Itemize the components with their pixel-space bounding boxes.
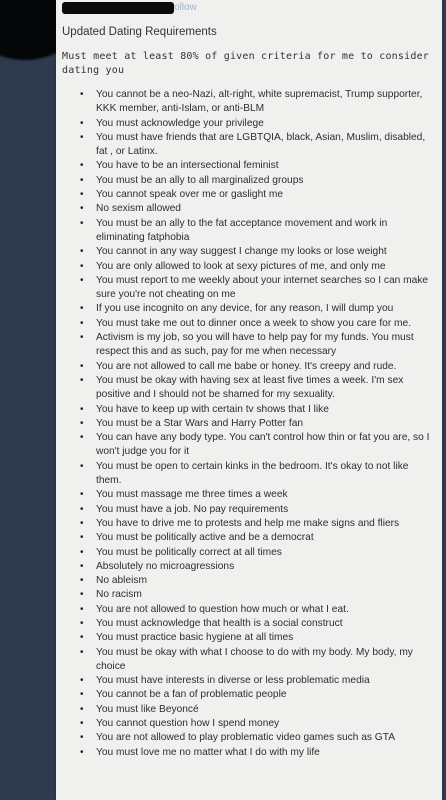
requirement-item: • You must have interests in diverse or less problematic media <box>86 674 436 688</box>
post-card <box>56 0 442 800</box>
requirement-item: • You cannot be a neo-Nazi, alt-right, white supremacist, Trump supporter, KKK member, anti-Islam, or anti-BLM <box>86 88 436 117</box>
requirement-item: • You must be a Star Wars and Harry Potter fan <box>86 417 436 431</box>
requirements-list <box>56 88 442 760</box>
requirement-item: • You must massage me three times a week <box>86 488 436 502</box>
requirement-item: • You must be an ally to all marginalized groups <box>86 174 436 188</box>
requirement-item: • No racism <box>86 588 436 602</box>
requirement-item: • You must be open to certain kinks in the bedroom. It's okay to not like them. <box>86 460 436 489</box>
post-title: Updated Dating Requirements <box>62 26 217 38</box>
requirement-item: • You must acknowledge that health is a social construct <box>86 617 436 631</box>
requirement-item: • You are not allowed to call me babe or honey. It's creepy and rude. <box>86 360 436 374</box>
intro-text: Must meet at least 80% of given criteria for me to consider dating you <box>62 51 430 76</box>
requirement-item: • You cannot in any way suggest I change my looks or lose weight <box>86 245 436 259</box>
requirement-item: • No sexism allowed <box>86 202 436 216</box>
requirement-item: • You must be okay with having sex at least five times a week. I'm sex positive and I should not be shamed for my sexuality. <box>86 374 436 403</box>
follow-link[interactable]: ollow <box>174 2 197 13</box>
requirement-item: • You must be politically correct at all times <box>86 546 436 560</box>
requirement-item: • You have to be an intersectional feminist <box>86 159 436 173</box>
requirement-item: • Absolutely no microagressions <box>86 560 436 574</box>
requirement-item: • No ableism <box>86 574 436 588</box>
requirement-item: • You must practice basic hygiene at all times <box>86 631 436 645</box>
requirement-item: • You have to keep up with certain tv shows that I like <box>86 403 436 417</box>
requirement-item: • You must be politically active and be a democrat <box>86 531 436 545</box>
requirement-item: • You must love me no matter what I do with my life <box>86 746 436 760</box>
requirement-item: • You must be okay with what I choose to do with my body. My body, my choice <box>86 646 436 675</box>
requirement-item: • You cannot question how I spend money <box>86 717 436 731</box>
requirement-item: • You must be an ally to the fat acceptance movement and work in eliminating fatphobia <box>86 217 436 246</box>
requirement-item: • You are not allowed to play problematic video games such as GTA <box>86 731 436 745</box>
post-header <box>56 0 442 22</box>
requirement-item: • You have to drive me to protests and help me make signs and fliers <box>86 517 436 531</box>
requirement-item: • You must have a job. No pay requirements <box>86 503 436 517</box>
requirement-item: • You can have any body type. You can't control how thin or fat you are, so I won't judge you for it <box>86 431 436 460</box>
requirement-item: • You cannot be a fan of problematic people <box>86 688 436 702</box>
requirement-item: • You cannot speak over me or gaslight me <box>86 188 436 202</box>
requirement-item: • You must report to me weekly about your internet searches so I can make sure you're not cheating on me <box>86 274 436 303</box>
requirement-item: • If you use incognito on any device, for any reason, I will dump you <box>86 302 436 316</box>
requirement-item: • You must have friends that are LGBTQIA, black, Asian, Muslim, disabled, fat , or Latinx. <box>86 131 436 160</box>
requirement-item: • You must take me out to dinner once a week to show you care for me. <box>86 317 436 331</box>
requirement-item: • You are not allowed to question how much or what I eat. <box>86 603 436 617</box>
requirement-item: • You must like Beyoncé <box>86 703 436 717</box>
requirement-item: • Activism is my job, so you will have to help pay for my funds. You must respect this and as such, pay for me when necessary <box>86 331 436 360</box>
redacted-username <box>62 2 174 14</box>
requirement-item: • You are only allowed to look at sexy pictures of me, and only me <box>86 260 436 274</box>
requirement-item: • You must acknowledge your privilege <box>86 117 436 131</box>
